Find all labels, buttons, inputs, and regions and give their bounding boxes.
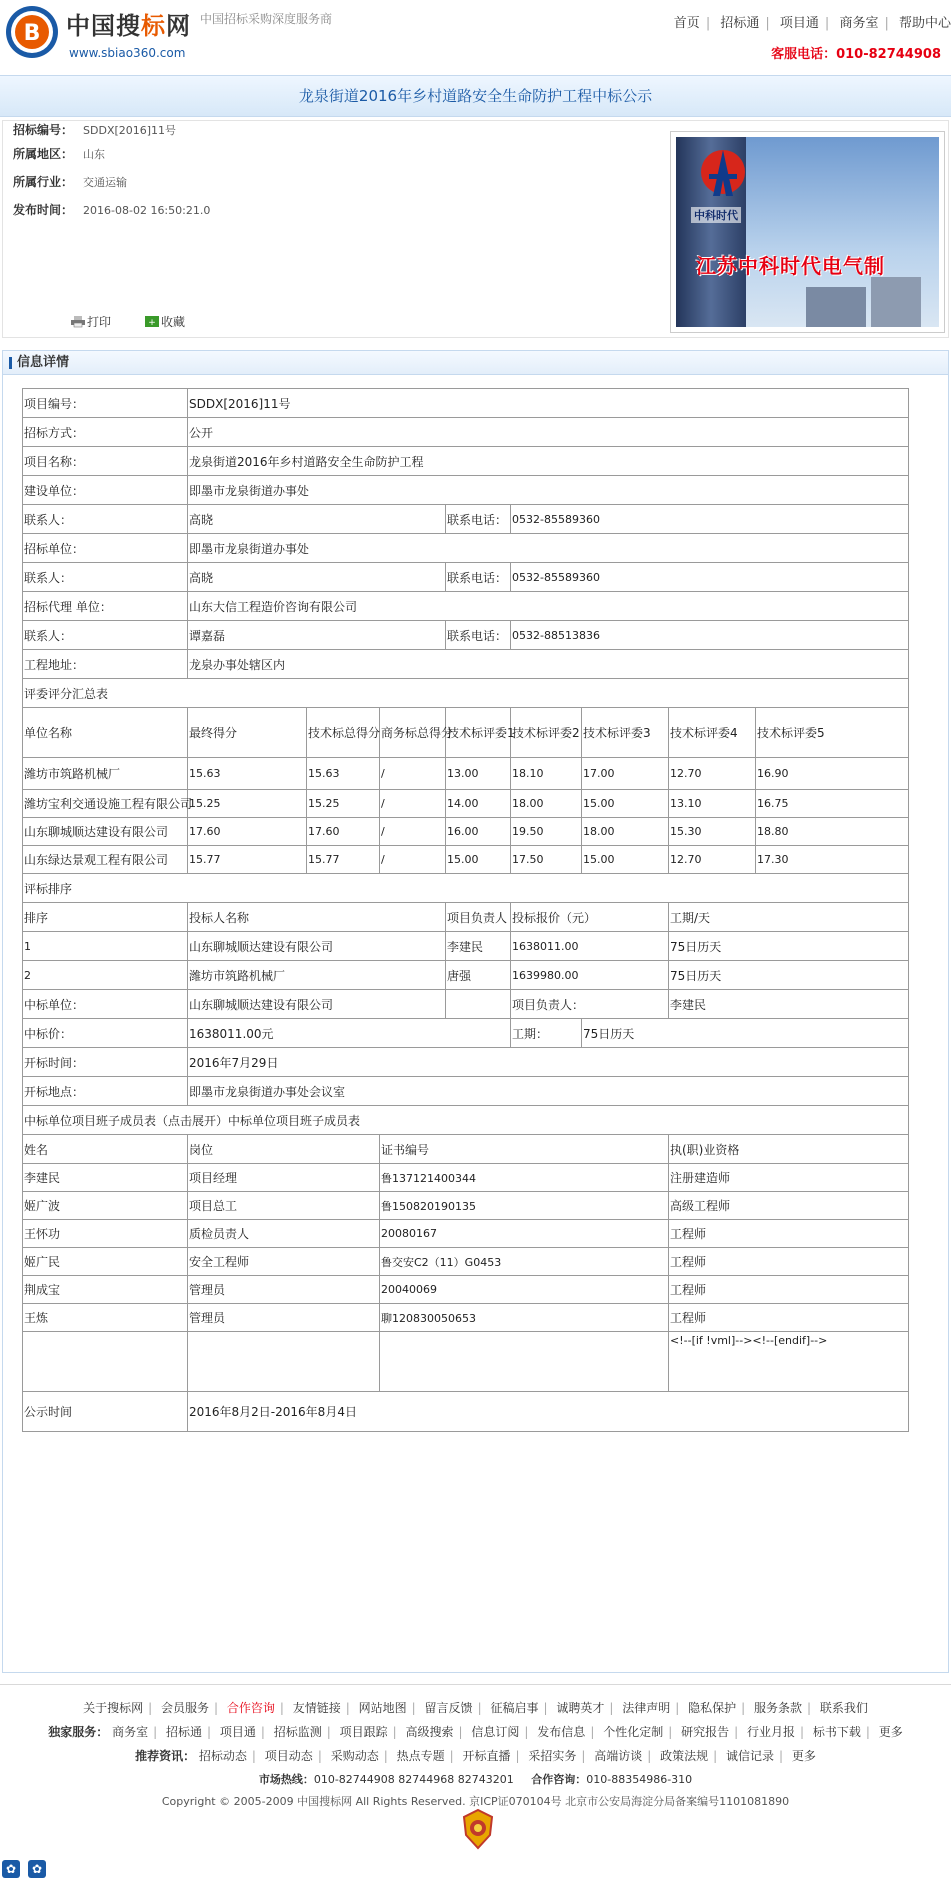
score-cell: 13.00 [446,758,511,790]
team-cell: 管理员 [188,1276,380,1304]
field-label: 公示时间 [23,1392,188,1432]
site-logo-icon[interactable] [4,4,60,60]
field-label: 联系人： [23,563,188,592]
table-row [23,1077,909,1106]
score-cell: 潍坊市筑路机械厂 [23,758,188,790]
field-label: 项目编号： [23,389,188,418]
favorite-button[interactable]: + 收藏 [145,313,185,330]
footer-link[interactable]: 开标直播 [462,1749,511,1763]
top-nav: 首页 | 招标通 | 项目通 | 商务室 | 帮助中心 [673,16,951,31]
field-value: 龙泉办事处辖区内 [188,650,909,679]
footer-link[interactable]: 发布信息 [537,1725,586,1739]
print-button[interactable]: 打印 [71,313,111,330]
table-row [23,1332,909,1392]
footer-link[interactable]: 联系我们 [819,1701,868,1715]
score-cell: 15.77 [307,846,380,874]
team-cell: 高级工程师 [669,1192,909,1220]
footer-link[interactable]: 服务条款 [754,1701,803,1715]
score-cell: 潍坊宝利交通设施工程有限公司 [23,790,188,818]
score-cell: 17.30 [756,846,909,874]
field-value: 1638011.00元 [188,1019,511,1048]
ranking-cell: 2 [23,961,188,990]
field-label: 中标单位： [23,990,188,1019]
field-label: 中标价： [23,1019,188,1048]
paw-icon[interactable]: ✿ [2,1860,20,1878]
field-label: 联系电话： [446,505,511,534]
meta-industry: 所属行业： 交通运输 [13,175,128,189]
team-cell: 荆成宝 [23,1276,188,1304]
score-cell: 12.70 [669,846,756,874]
team-cell: 鲁交安C2（11）G0453 [380,1248,669,1276]
table-row [23,476,909,505]
field-value: 0532-88513836 [511,621,909,650]
ranking-cell: 1639980.00 [511,961,669,990]
nav-project[interactable]: 项目通 [779,16,819,31]
table-row [23,990,909,1019]
column-header: 证书编号 [380,1135,669,1164]
footer-recommend: 推荐资讯： 招标动态 | 项目动态 | 采购动态 | 热点专题 | 开标直播 | 采招实务 | 高端访谈 | 政策法规 | 诚信记录 | 更多 [135,1749,816,1763]
nav-business[interactable]: 商务室 [839,16,879,31]
score-cell: 山东聊城顺达建设有限公司 [23,818,188,846]
score-cell: 15.00 [446,846,511,874]
ranking-cell: 1 [23,932,188,961]
footer-label: 独家服务： [48,1725,109,1739]
empty-cell [23,1332,188,1392]
ad-building-small [871,277,921,327]
footer-label: 市场热线： [258,1773,314,1786]
field-value: 0532-85589360 [511,563,909,592]
score-cell: 12.70 [669,758,756,790]
column-header: 岗位 [188,1135,380,1164]
column-header: 技术标评委5 [756,708,909,758]
score-cell: / [380,790,446,818]
column-header: 工期/天 [669,903,909,932]
column-header: 技术标评委3 [582,708,669,758]
field-value: 高晓 [188,563,446,592]
score-cell: 15.00 [582,846,669,874]
table-row [23,818,909,846]
field-value: 谭嘉磊 [188,621,446,650]
field-value: 李建民 [669,990,909,1019]
meta-publish-time: 发布时间： 2016-08-02 16:50:21.0 [13,203,211,217]
ranking-cell: 75日历天 [669,961,909,990]
field-value: 即墨市龙泉街道办事处会议室 [188,1077,909,1106]
police-badge-icon[interactable] [462,1809,494,1849]
field-value: 即墨市龙泉街道办事处 [188,476,909,505]
field-label: 招标单位： [23,534,188,563]
footer-copyright: Copyright © 2005-2009 中国搜标网 All Rights Reserved. 京ICP证070104号 北京市公安局海淀分局备案编号1101081890 [161,1795,790,1808]
footer-label: 推荐资讯： [135,1749,196,1763]
empty-cell [380,1332,669,1392]
team-cell: 鲁137121400344 [380,1164,669,1192]
detail-heading: 信息详情 [3,351,948,375]
score-cell: / [380,846,446,874]
award-detail-table [22,388,909,1432]
column-header: 投标报价（元） [511,903,669,932]
score-cell: 15.25 [188,790,307,818]
ad-logo-text: 中科时代 [691,207,741,223]
field-value: 即墨市龙泉街道办事处 [188,534,909,563]
score-cell: 16.75 [756,790,909,818]
field-label: 招标方式： [23,418,188,447]
field-label: 联系电话： [446,621,511,650]
field-label: 联系人： [23,621,188,650]
footer-link[interactable]: 网站地图 [358,1701,407,1715]
column-header: 执(职)业资格 [669,1135,909,1164]
footer-link[interactable]: 政策法规 [660,1749,709,1763]
brand-name[interactable]: 中国搜标网 [66,12,191,40]
footer-link[interactable]: 招标通 [165,1725,202,1739]
score-cell: 山东绿达景观工程有限公司 [23,846,188,874]
field-label: 开标地点： [23,1077,188,1106]
footer-link[interactable]: 采招实务 [528,1749,577,1763]
site-header [0,0,951,72]
table-row [23,505,909,534]
footer-link[interactable]: 法律声明 [622,1701,671,1715]
score-cell: 18.80 [756,818,909,846]
conditional-comment-text: <!--[if !vml]--><!--[endif]--> [669,1332,909,1392]
field-value: 0532-85589360 [511,505,909,534]
team-cell: 李建民 [23,1164,188,1192]
favorite-icon [145,316,159,327]
score-cell: 18.00 [582,818,669,846]
field-value: 75日历天 [582,1019,909,1048]
team-cell: 工程师 [669,1220,909,1248]
empty-cell [446,990,511,1019]
team-cell: 王怀功 [23,1220,188,1248]
team-cell: 王炼 [23,1304,188,1332]
footer-link[interactable]: 诚信记录 [726,1749,775,1763]
coop-hotline: 010-88354986-310 [586,1773,693,1786]
ranking-header-row [23,903,909,932]
ranking-cell: 李建民 [446,932,511,961]
paw-icon[interactable]: ✿ [28,1860,46,1878]
ad-company-logo-icon [693,144,753,204]
table-row [23,1019,909,1048]
footer-label: 合作咨询： [531,1773,587,1786]
score-cell: / [380,758,446,790]
column-header: 单位名称 [23,708,188,758]
field-label: 工期： [511,1019,582,1048]
table-row [23,1304,909,1332]
footer-link[interactable]: 信息订阅 [471,1725,520,1739]
column-header: 技术标评委2 [511,708,582,758]
column-header: 技术标评委1 [446,708,511,758]
bid-summary-box [2,120,949,338]
footer-link[interactable]: 诚聘英才 [556,1701,605,1715]
ad-slogan: 江苏中科时代电气制 [696,254,885,278]
table-row [23,874,909,903]
team-cell: 姬广波 [23,1192,188,1220]
team-cell: 管理员 [188,1304,380,1332]
table-row [23,790,909,818]
score-cell: 15.30 [669,818,756,846]
score-cell: 15.63 [307,758,380,790]
page-title: 龙泉街道2016年乡村道路安全生命防护工程中标公示 [0,75,951,117]
team-cell: 质检员责人 [188,1220,380,1248]
footer-links: 关于搜标网 | 会员服务 | 合作咨询 | 友情链接 | 网站地图 | 留言反馈 | 征稿启事 | 诚聘英才 | 法律声明 | 隐私保护 | 服务条款 | 联系我们 [83,1701,868,1715]
column-header: 最终得分 [188,708,307,758]
field-label: 开标时间： [23,1048,188,1077]
score-cell: 15.25 [307,790,380,818]
score-cell: 16.90 [756,758,909,790]
footer-link[interactable]: 商务室 [112,1725,149,1739]
table-row [23,679,909,708]
meta-bid-no: 招标编号： SDDX[2016]11号 [13,123,177,137]
footer-link[interactable]: 高级搜索 [405,1725,454,1739]
field-label: 项目负责人： [511,990,669,1019]
section-title: 评委评分汇总表 [23,679,909,708]
footer-link[interactable]: 项目通 [219,1725,256,1739]
empty-cell [188,1332,380,1392]
nav-home[interactable]: 首页 [673,16,700,31]
footer-link[interactable]: 合作咨询 [226,1701,275,1715]
table-row [23,1192,909,1220]
market-hotline: 010-82744908 82744968 82743201 [313,1773,514,1786]
table-row [23,563,909,592]
table-row [23,1392,909,1432]
team-cell: 20040069 [380,1276,669,1304]
field-value: 龙泉街道2016年乡村道路安全生命防护工程 [188,447,909,476]
ranking-cell: 山东聊城顺达建设有限公司 [188,932,446,961]
field-value: 公开 [188,418,909,447]
score-cell: 16.00 [446,818,511,846]
site-url[interactable]: www.sbiao360.com [69,46,186,60]
table-row [23,1276,909,1304]
column-header: 商务标总得分 [380,708,446,758]
footer-link[interactable]: 更多 [878,1725,903,1739]
column-header: 姓名 [23,1135,188,1164]
ranking-cell: 1638011.00 [511,932,669,961]
table-row [23,418,909,447]
team-cell: 项目总工 [188,1192,380,1220]
score-cell: 17.00 [582,758,669,790]
field-label: 项目名称： [23,447,188,476]
ranking-cell: 75日历天 [669,932,909,961]
footer-link[interactable]: 项目跟踪 [339,1725,388,1739]
field-label: 建设单位： [23,476,188,505]
svg-text:+: + [148,318,156,328]
footer-exclusive: 独家服务： 商务室 | 招标通 | 项目通 | 招标监测 | 项目跟踪 | 高级搜索 | 信息订阅 | 发布信息 | 个性化定制 | 研究报告 | 行业月报 | 标书下载 | 更多 [48,1725,903,1739]
footer-hotlines [0,1771,951,1787]
table-row [23,932,909,961]
column-header: 技术标总得分 [307,708,380,758]
field-label: 联系人： [23,505,188,534]
table-row [23,592,909,621]
footer-link[interactable]: 行业月报 [746,1725,795,1739]
ad-banner[interactable] [670,131,945,333]
nav-help[interactable]: 帮助中心 [898,16,951,31]
footer-link[interactable]: 关于搜标网 [83,1701,144,1715]
score-cell: 15.77 [188,846,307,874]
field-value: 山东大信工程造价咨询有限公司 [188,592,909,621]
column-header: 投标人名称 [188,903,446,932]
ranking-cell: 潍坊市筑路机械厂 [188,961,446,990]
ranking-cell: 唐强 [446,961,511,990]
score-cell: 17.60 [188,818,307,846]
team-header-row [23,1135,909,1164]
footer-link[interactable]: 征稿启事 [490,1701,539,1715]
table-row [23,621,909,650]
team-cell: 工程师 [669,1304,909,1332]
team-cell: 工程师 [669,1248,909,1276]
field-value: 2016年7月29日 [188,1048,909,1077]
table-row [23,389,909,418]
table-row [23,1164,909,1192]
section-title: 评标排序 [23,874,909,903]
ad-building-small [806,287,866,327]
field-value: 山东聊城顺达建设有限公司 [188,990,446,1019]
footer-link[interactable]: 隐私保护 [688,1701,737,1715]
column-header: 排序 [23,903,188,932]
field-label: 联系电话： [446,563,511,592]
team-cell: 姬广民 [23,1248,188,1276]
nav-tender[interactable]: 招标通 [720,16,760,31]
footer-link[interactable]: 会员服务 [160,1701,209,1715]
footer-link[interactable]: 留言反馈 [424,1701,473,1715]
score-cell: 13.10 [669,790,756,818]
meta-region: 所属地区： 山东 [13,147,106,161]
table-row [23,758,909,790]
site-footer [0,1684,951,1808]
printer-icon [71,316,85,327]
score-cell: 14.00 [446,790,511,818]
footer-link[interactable]: 采购动态 [330,1749,379,1763]
footer-link[interactable]: 热点专题 [396,1749,445,1763]
footer-link[interactable]: 项目动态 [264,1749,313,1763]
score-cell: 17.50 [511,846,582,874]
team-cell: 鲁150820190135 [380,1192,669,1220]
table-row [23,534,909,563]
table-row [23,1248,909,1276]
team-cell: 聊120830050653 [380,1304,669,1332]
site-slogan: 中国招标采购深度服务商 [200,12,333,26]
table-row [23,650,909,679]
score-cell: 18.00 [511,790,582,818]
footer-link[interactable]: 友情链接 [292,1701,341,1715]
footer-link[interactable]: 标书下载 [812,1725,861,1739]
team-toggle[interactable]: 中标单位项目班子成员表（点击展开）中标单位项目班子成员表 [23,1106,909,1135]
field-value: 高晓 [188,505,446,534]
footer-link[interactable]: 高端访谈 [594,1749,643,1763]
footer-link[interactable]: 个性化定制 [603,1725,664,1739]
footer-link[interactable]: 招标监测 [273,1725,322,1739]
footer-link[interactable]: 招标动态 [198,1749,247,1763]
column-header: 技术标评委4 [669,708,756,758]
column-header: 项目负责人 [446,903,511,932]
score-cell: 17.60 [307,818,380,846]
score-cell: 19.50 [511,818,582,846]
svg-text:B: B [23,21,41,46]
score-cell: 15.00 [582,790,669,818]
team-cell: 工程师 [669,1276,909,1304]
table-row [23,846,909,874]
team-cell: 20080167 [380,1220,669,1248]
table-row [23,1048,909,1077]
team-cell: 注册建造师 [669,1164,909,1192]
footer-link[interactable]: 研究报告 [681,1725,730,1739]
table-row [23,1106,909,1135]
field-label: 招标代理 单位： [23,592,188,621]
field-value: SDDX[2016]11号 [188,389,909,418]
field-value: 2016年8月2日-2016年8月4日 [188,1392,909,1432]
table-row [23,961,909,990]
team-cell: 安全工程师 [188,1248,380,1276]
score-header-row [23,708,909,758]
field-label: 工程地址： [23,650,188,679]
service-hotline: 客服电话：010-82744908 [771,47,941,62]
table-row [23,447,909,476]
score-cell: 15.63 [188,758,307,790]
footer-link[interactable]: 更多 [791,1749,816,1763]
score-cell: 18.10 [511,758,582,790]
team-cell: 项目经理 [188,1164,380,1192]
score-cell: / [380,818,446,846]
table-row [23,1220,909,1248]
